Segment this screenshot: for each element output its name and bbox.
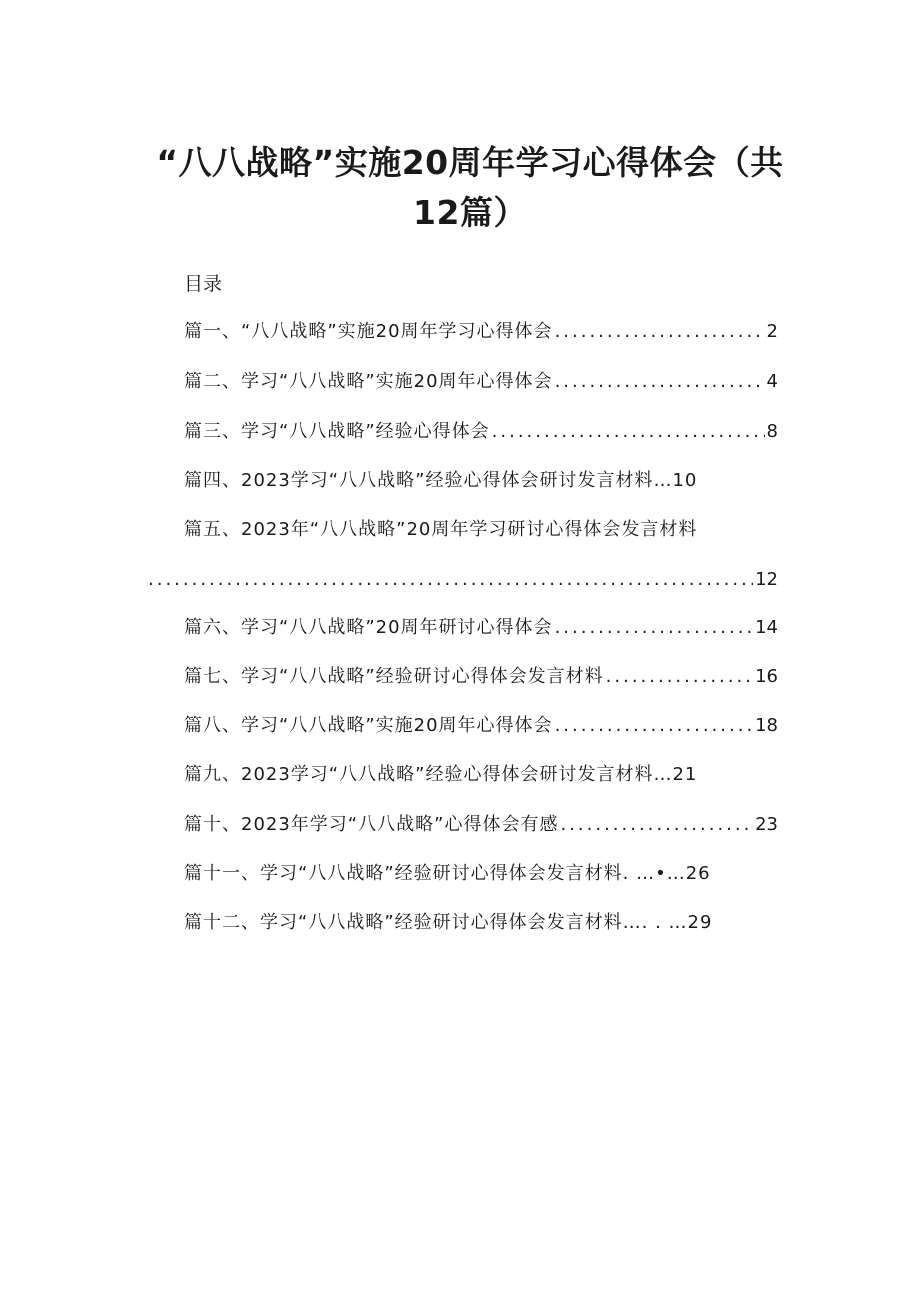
- toc-entry-label: 篇七、学习“八八战略”经验研讨心得体会发言材料: [184, 666, 604, 687]
- toc-dot-leader: [606, 663, 753, 691]
- toc-entry-label: 篇五、2023年“八八战略”20周年学习研讨心得体会发言材料: [184, 519, 698, 540]
- toc-entry-label: 篇三、学习“八八战略”经验心得体会: [184, 421, 490, 442]
- toc-entry-page: 18: [755, 715, 778, 736]
- toc-heading: 目录: [184, 273, 223, 295]
- toc-entry-page: 12: [755, 569, 778, 590]
- toc-entry-12[interactable]: [184, 909, 784, 939]
- toc-entry-label: 篇十、2023年学习“八八战略”心得体会有感: [184, 814, 559, 835]
- toc-entry-page: 8: [766, 421, 778, 442]
- toc-dot-leader: [555, 318, 765, 346]
- toc-entry-11[interactable]: [184, 860, 784, 890]
- toc-entry-2[interactable]: [184, 368, 778, 398]
- toc-entry-label: 篇二、学习“八八战略”实施20周年心得体会: [184, 371, 553, 392]
- toc-entry-1[interactable]: [184, 318, 778, 348]
- toc-entry-8[interactable]: [184, 712, 778, 742]
- toc-entry-label: 篇四、2023学习“八八战略”经验心得体会研讨发言材料…10: [184, 470, 698, 491]
- toc-entry-5[interactable]: [184, 516, 784, 546]
- toc-entry-label: 篇一、“八八战略”实施20周年学习心得体会: [184, 321, 553, 342]
- toc-dot-leader: [560, 811, 753, 839]
- toc-dot-leader: [492, 418, 765, 446]
- toc-entry-label: 篇八、学习“八八战略”实施20周年心得体会: [184, 715, 553, 736]
- toc-entry-10[interactable]: [184, 811, 778, 841]
- toc-entry-7[interactable]: [184, 663, 778, 693]
- toc-entry-5-leader-line[interactable]: [146, 566, 778, 596]
- toc-entry-page: 14: [755, 617, 778, 638]
- toc-entry-6[interactable]: [184, 614, 778, 644]
- toc-entry-label: 篇十二、学习“八八战略”经验研讨心得体会发言材料…. . …29: [184, 912, 713, 933]
- toc-dot-leader: [555, 614, 754, 642]
- toc-entry-3[interactable]: [184, 418, 778, 448]
- document-title: [120, 138, 820, 238]
- title-line-1: “八八战略”实施20周年学习心得体会（共: [156, 143, 784, 182]
- toc-entry-page: 2: [766, 321, 778, 342]
- title-line-2: 12篇）: [413, 193, 527, 232]
- toc-dot-leader: [555, 712, 754, 740]
- toc-entry-4[interactable]: [184, 467, 784, 497]
- toc-entry-page: 23: [755, 814, 778, 835]
- toc-entry-label: 篇十一、学习“八八战略”经验研讨心得体会发言材料. …•…26: [184, 863, 711, 884]
- toc-entry-page: 4: [766, 371, 778, 392]
- toc-dot-leader: [555, 368, 765, 396]
- toc-entry-label: 篇九、2023学习“八八战略”经验心得体会研讨发言材料…21: [184, 764, 698, 785]
- toc-entry-9[interactable]: [184, 761, 784, 791]
- toc-dot-leader: [148, 566, 753, 594]
- toc-entry-page: 16: [755, 666, 778, 687]
- toc-entry-label: 篇六、学习“八八战略”20周年研讨心得体会: [184, 617, 553, 638]
